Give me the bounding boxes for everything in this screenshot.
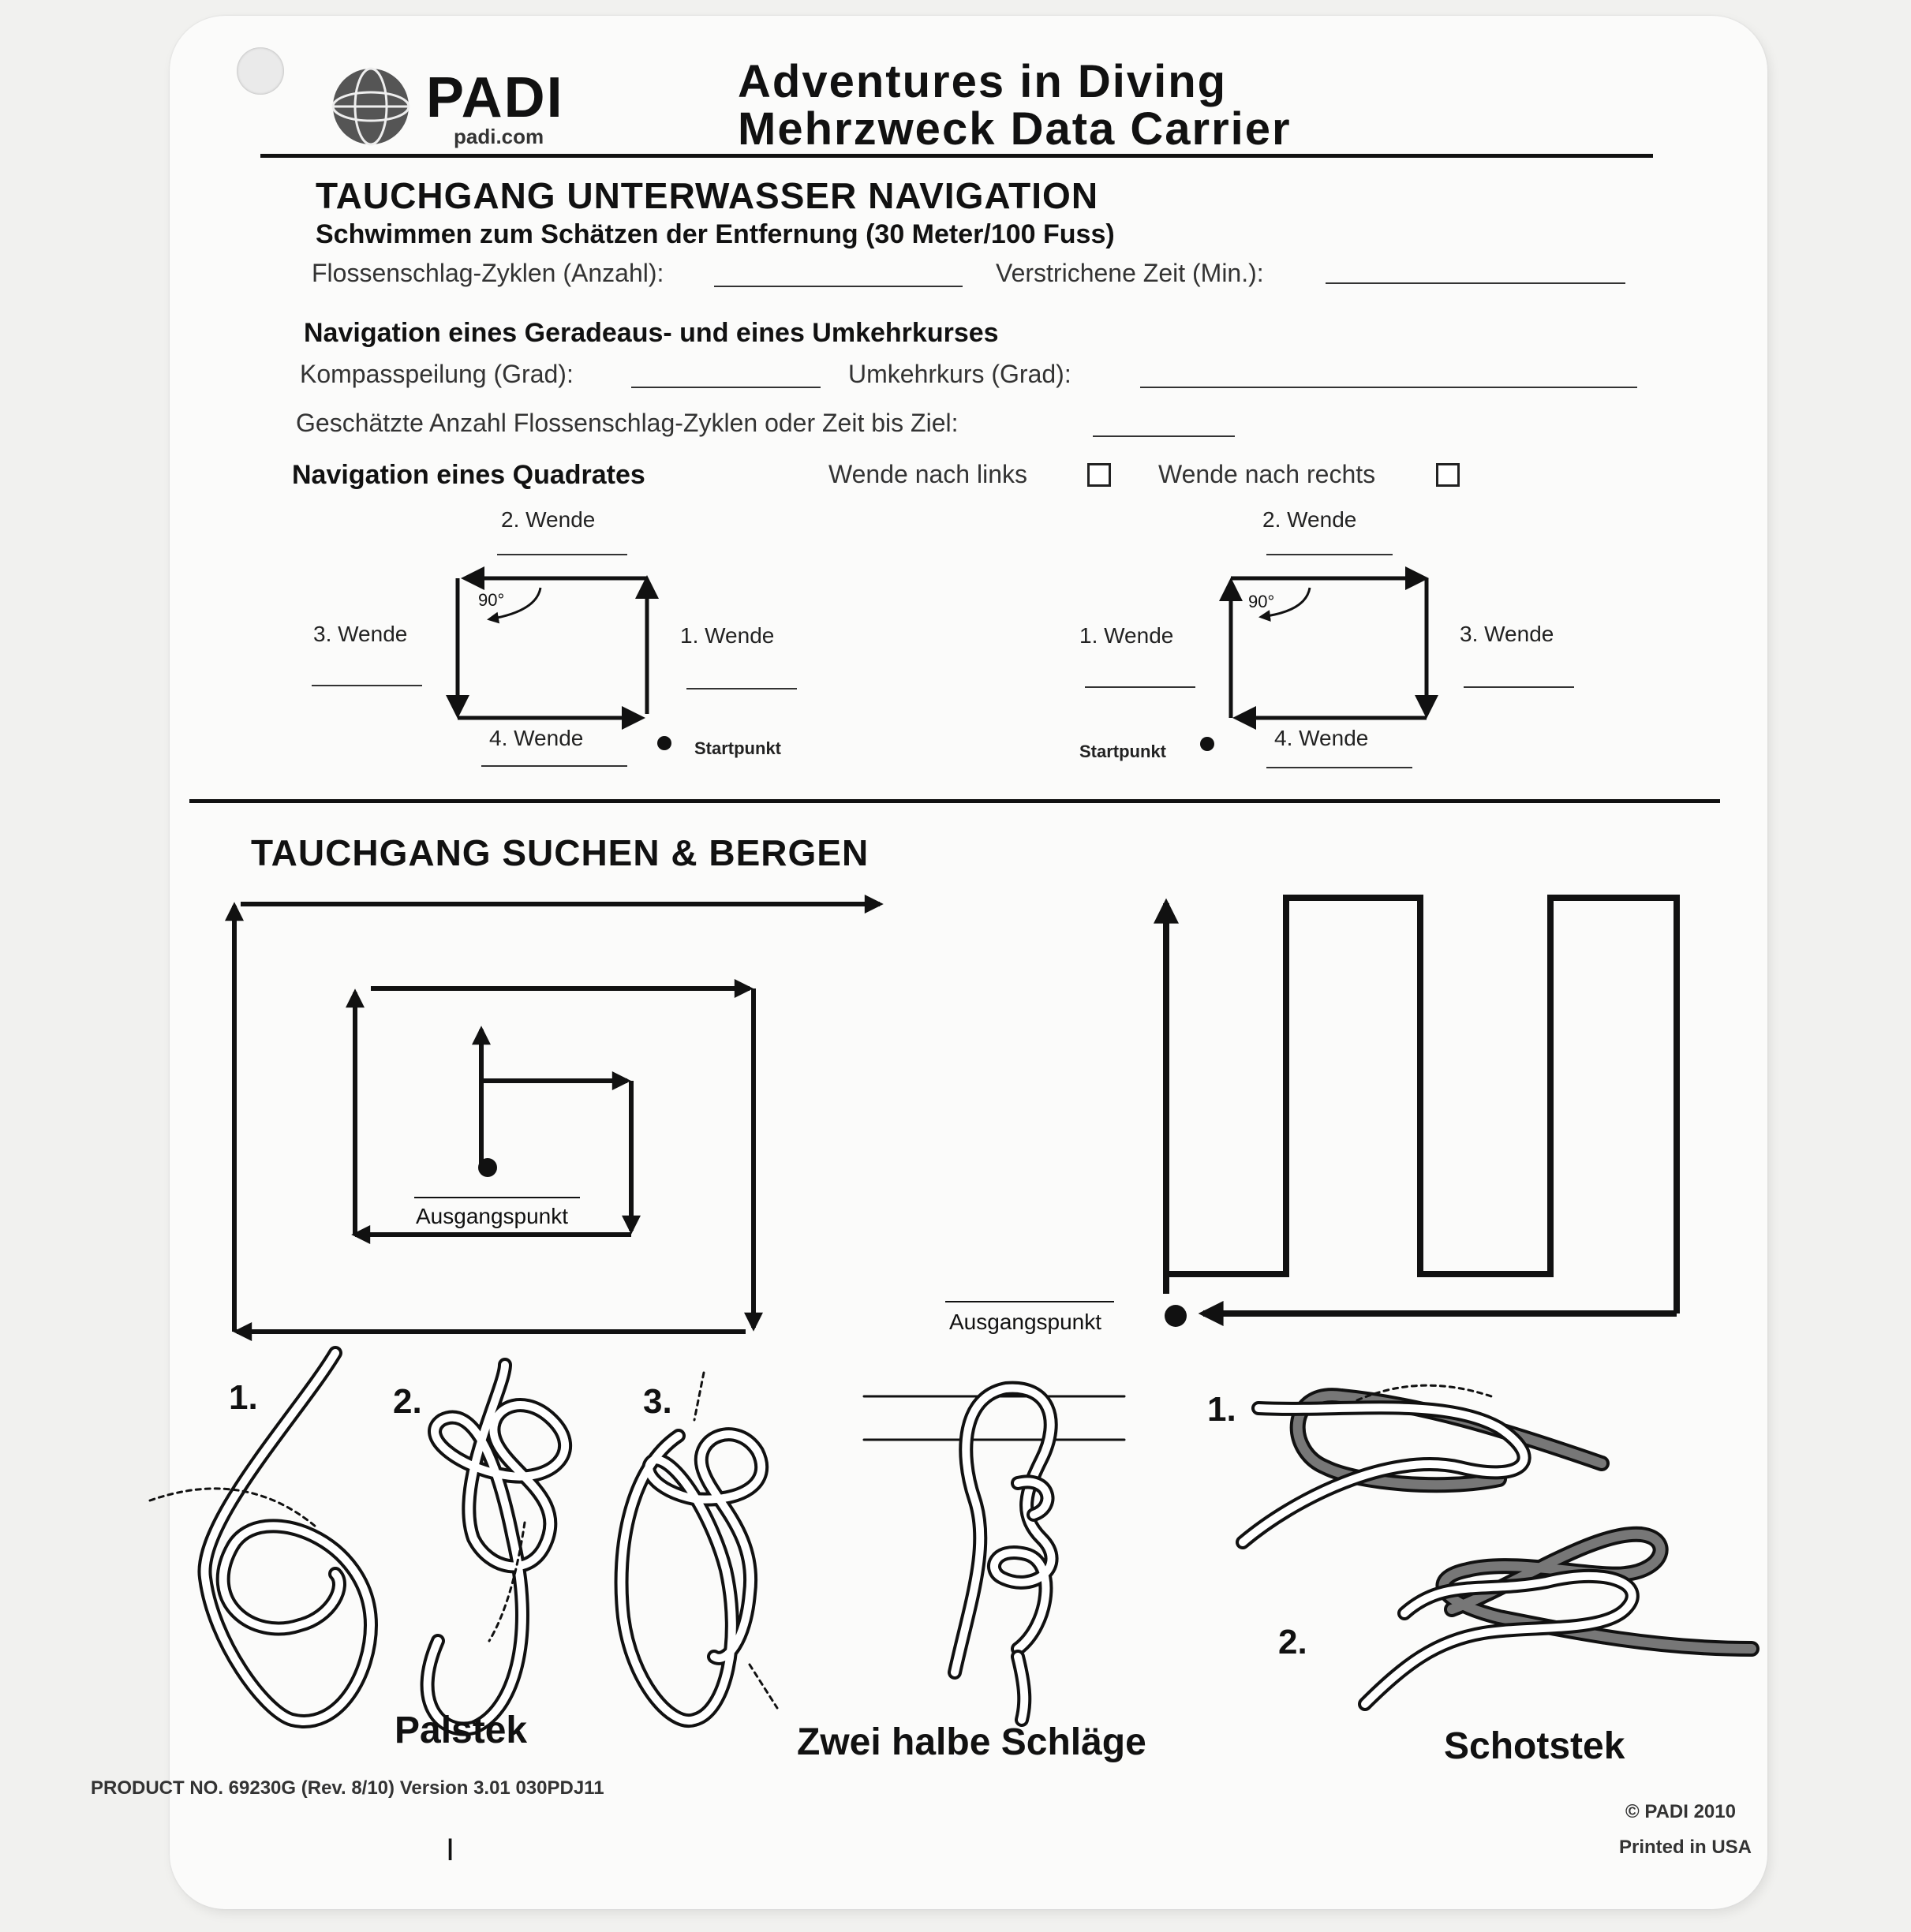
right-turn3-label: 3. Wende <box>1460 622 1554 646</box>
sheet-bend-step1-number: 1. <box>1207 1390 1236 1429</box>
left-turn2-label: 2. Wende <box>501 507 596 532</box>
right-turn4-label: 4. Wende <box>1274 726 1369 750</box>
estimate-label: Geschätzte Anzahl Flossenschlag-Zyklen oder Zeit bis Ziel: <box>296 409 959 437</box>
brand-url: padi.com <box>454 125 544 148</box>
navigation-heading: TAUCHGANG UNTERWASSER NAVIGATION <box>316 175 1099 216</box>
printed-in: Printed in USA <box>1619 1837 1752 1858</box>
elapsed-time-label: Verstrichene Zeit (Min.): <box>996 259 1264 287</box>
title-line-2: Mehrzweck Data Carrier <box>738 103 1292 155</box>
title-line-1: Adventures in Diving <box>738 56 1228 107</box>
search-heading: TAUCHGANG SUCHEN & BERGEN <box>251 832 869 873</box>
right-start-label: Startpunkt <box>1079 742 1166 761</box>
sheet-bend-step2-rope <box>1365 1534 1752 1704</box>
product-number: PRODUCT NO. 69230G (Rev. 8/10) Version 3.01 030PDJ11 <box>91 1777 604 1799</box>
right-turn1-label: 1. Wende <box>1079 623 1174 648</box>
sheet-bend-step2-number: 2. <box>1278 1623 1307 1661</box>
spiral-start-label: Ausgangspunkt <box>416 1204 569 1228</box>
brand-name: PADI <box>426 66 564 129</box>
bowline-step1-rope <box>150 1353 371 1721</box>
half-hitches-rope <box>864 1388 1124 1720</box>
bowline-step1-number: 1. <box>229 1378 258 1417</box>
sheet-bend-step1-rope <box>1243 1385 1602 1542</box>
reciprocal-label: Umkehrkurs (Grad): <box>848 360 1071 388</box>
bowline-step2-rope <box>428 1365 566 1729</box>
bowline-step2-number: 2. <box>393 1382 422 1421</box>
uline-start-label: Ausgangspunkt <box>949 1310 1102 1334</box>
left-turn3-label: 3. Wende <box>313 622 408 646</box>
left-turn-label: Wende nach links <box>828 460 1027 488</box>
right-angle-label: 90° <box>1248 592 1275 611</box>
footer-mark: I <box>446 1833 455 1867</box>
distance-heading: Schwimmen zum Schätzen der Entfernung (30 Meter/100 Fuss) <box>316 219 1115 249</box>
copyright: © PADI 2010 <box>1625 1801 1736 1822</box>
bowline-label: Palstek <box>395 1710 528 1751</box>
square-heading: Navigation eines Quadrates <box>292 460 645 490</box>
left-start-label: Startpunkt <box>694 738 781 758</box>
bowline-step3-rope <box>622 1373 777 1721</box>
bowline-step3-number: 3. <box>643 1382 672 1421</box>
left-angle-label: 90° <box>478 590 505 610</box>
left-turn4-label: 4. Wende <box>489 726 584 750</box>
right-turn-label: Wende nach rechts <box>1158 460 1376 488</box>
kick-cycles-label: Flossenschlag-Zyklen (Anzahl): <box>312 259 664 287</box>
compass-label: Kompasspeilung (Grad): <box>300 360 574 388</box>
right-turn2-label: 2. Wende <box>1262 507 1357 532</box>
reciprocal-heading: Navigation eines Geradeaus- und eines Umkehrkurses <box>304 318 999 348</box>
half-hitches-label: Zwei halbe Schläge <box>797 1721 1146 1763</box>
sheet-bend-label: Schotstek <box>1444 1725 1625 1767</box>
left-turn1-label: 1. Wende <box>680 623 775 648</box>
